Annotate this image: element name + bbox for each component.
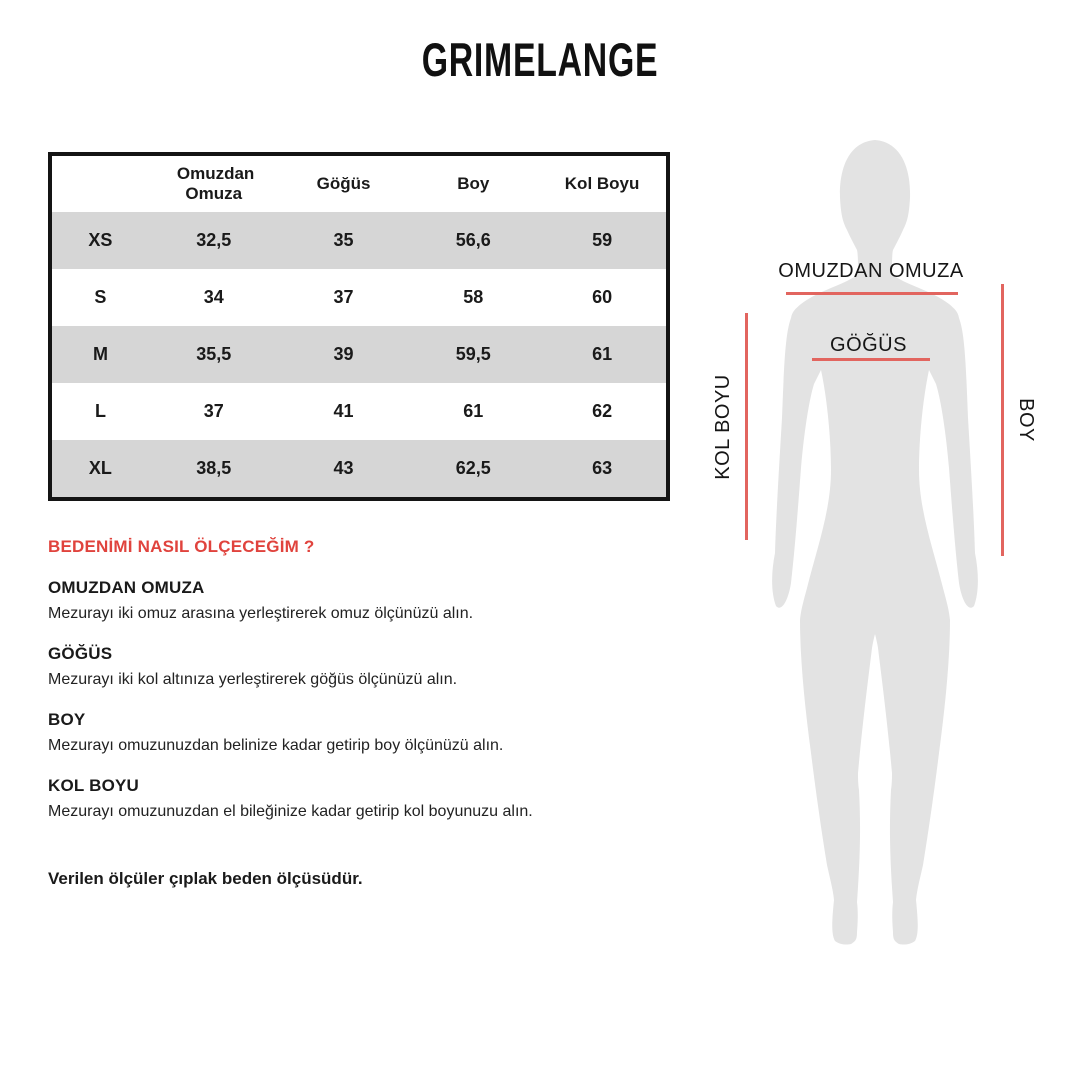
cell-sleeve: 60 — [592, 287, 613, 307]
cell-length: 61 — [463, 401, 484, 421]
guide-heading-chest: GÖĞÜS — [48, 644, 113, 663]
cell-sleeve: 59 — [592, 230, 613, 250]
guide-text-length: Mezurayı omuzunuzdan belinize kadar getirip boy ölçünüzü alın. — [48, 737, 504, 754]
guide-text-shoulder: Mezurayı iki omuz arasına yerleştirerek omuz ölçünüzü alın. — [48, 605, 474, 622]
cell-length: 56,6 — [455, 230, 491, 250]
table-row — [50, 326, 668, 383]
table-row — [50, 440, 668, 499]
cell-chest: 39 — [333, 344, 354, 364]
figure-label-shoulder: OMUZDAN OMUZA — [778, 260, 964, 282]
header-chest: Göğüs — [279, 154, 409, 212]
header-empty — [50, 154, 149, 212]
figure-label-chest: GÖĞÜS — [830, 334, 907, 356]
guide-heading-length: BOY — [48, 710, 86, 729]
guide-text-chest: Mezurayı iki kol altınıza yerleştirerek göğüs ölçünüzü alın. — [48, 671, 458, 688]
cell-shoulder: 38,5 — [196, 458, 232, 478]
cell-length: 58 — [463, 287, 484, 307]
cell-chest: 41 — [333, 401, 354, 421]
guide-text-sleeve: Mezurayı omuzunuzdan el bileğinize kadar getirip kol boyunuzu alın. — [48, 803, 533, 820]
chest-measure-line — [812, 358, 930, 361]
table-row — [50, 269, 668, 326]
guide-heading-sleeve: KOL BOYU — [48, 776, 140, 795]
guide-heading-shoulder: OMUZDAN OMUZA — [48, 578, 205, 597]
header-shoulder: Omuzdan Omuza — [149, 154, 279, 212]
cell-sleeve: 61 — [592, 344, 613, 364]
cell-sleeve: 62 — [592, 401, 613, 421]
cell-sleeve: 63 — [592, 458, 613, 478]
cell-shoulder: 37 — [203, 401, 224, 421]
length-measure-line — [1001, 284, 1004, 556]
header-length: Boy — [408, 154, 538, 212]
cell-shoulder: 32,5 — [196, 230, 232, 250]
table-row — [50, 383, 668, 440]
size-label: L — [94, 401, 106, 421]
cell-shoulder: 34 — [203, 287, 224, 307]
shoulder-measure-line — [786, 292, 958, 295]
header-sleeve: Kol Boyu — [538, 154, 668, 212]
cell-chest: 37 — [333, 287, 354, 307]
sleeve-measure-line — [745, 313, 748, 540]
brand-logo: GRIMELANGE — [421, 33, 659, 86]
size-label: XS — [88, 230, 113, 250]
size-table-header-row — [50, 154, 668, 212]
size-label: XL — [88, 458, 112, 478]
figure-label-sleeve: KOL BOYU — [712, 374, 734, 480]
table-row — [50, 212, 668, 269]
cell-shoulder: 35,5 — [196, 344, 232, 364]
size-label: S — [94, 287, 107, 307]
cell-length: 59,5 — [455, 344, 491, 364]
cell-chest: 35 — [333, 230, 354, 250]
figure-label-length: BOY — [1015, 398, 1037, 442]
cell-chest: 43 — [333, 458, 354, 478]
measuring-guide — [48, 537, 628, 906]
guide-title: BEDENİMİ NASIL ÖLÇECEĞİM ? — [48, 537, 315, 556]
size-table — [48, 152, 670, 501]
cell-length: 62,5 — [455, 458, 491, 478]
guide-note: Verilen ölçüler çıplak beden ölçüsüdür. — [48, 869, 363, 888]
size-label: M — [92, 344, 108, 364]
